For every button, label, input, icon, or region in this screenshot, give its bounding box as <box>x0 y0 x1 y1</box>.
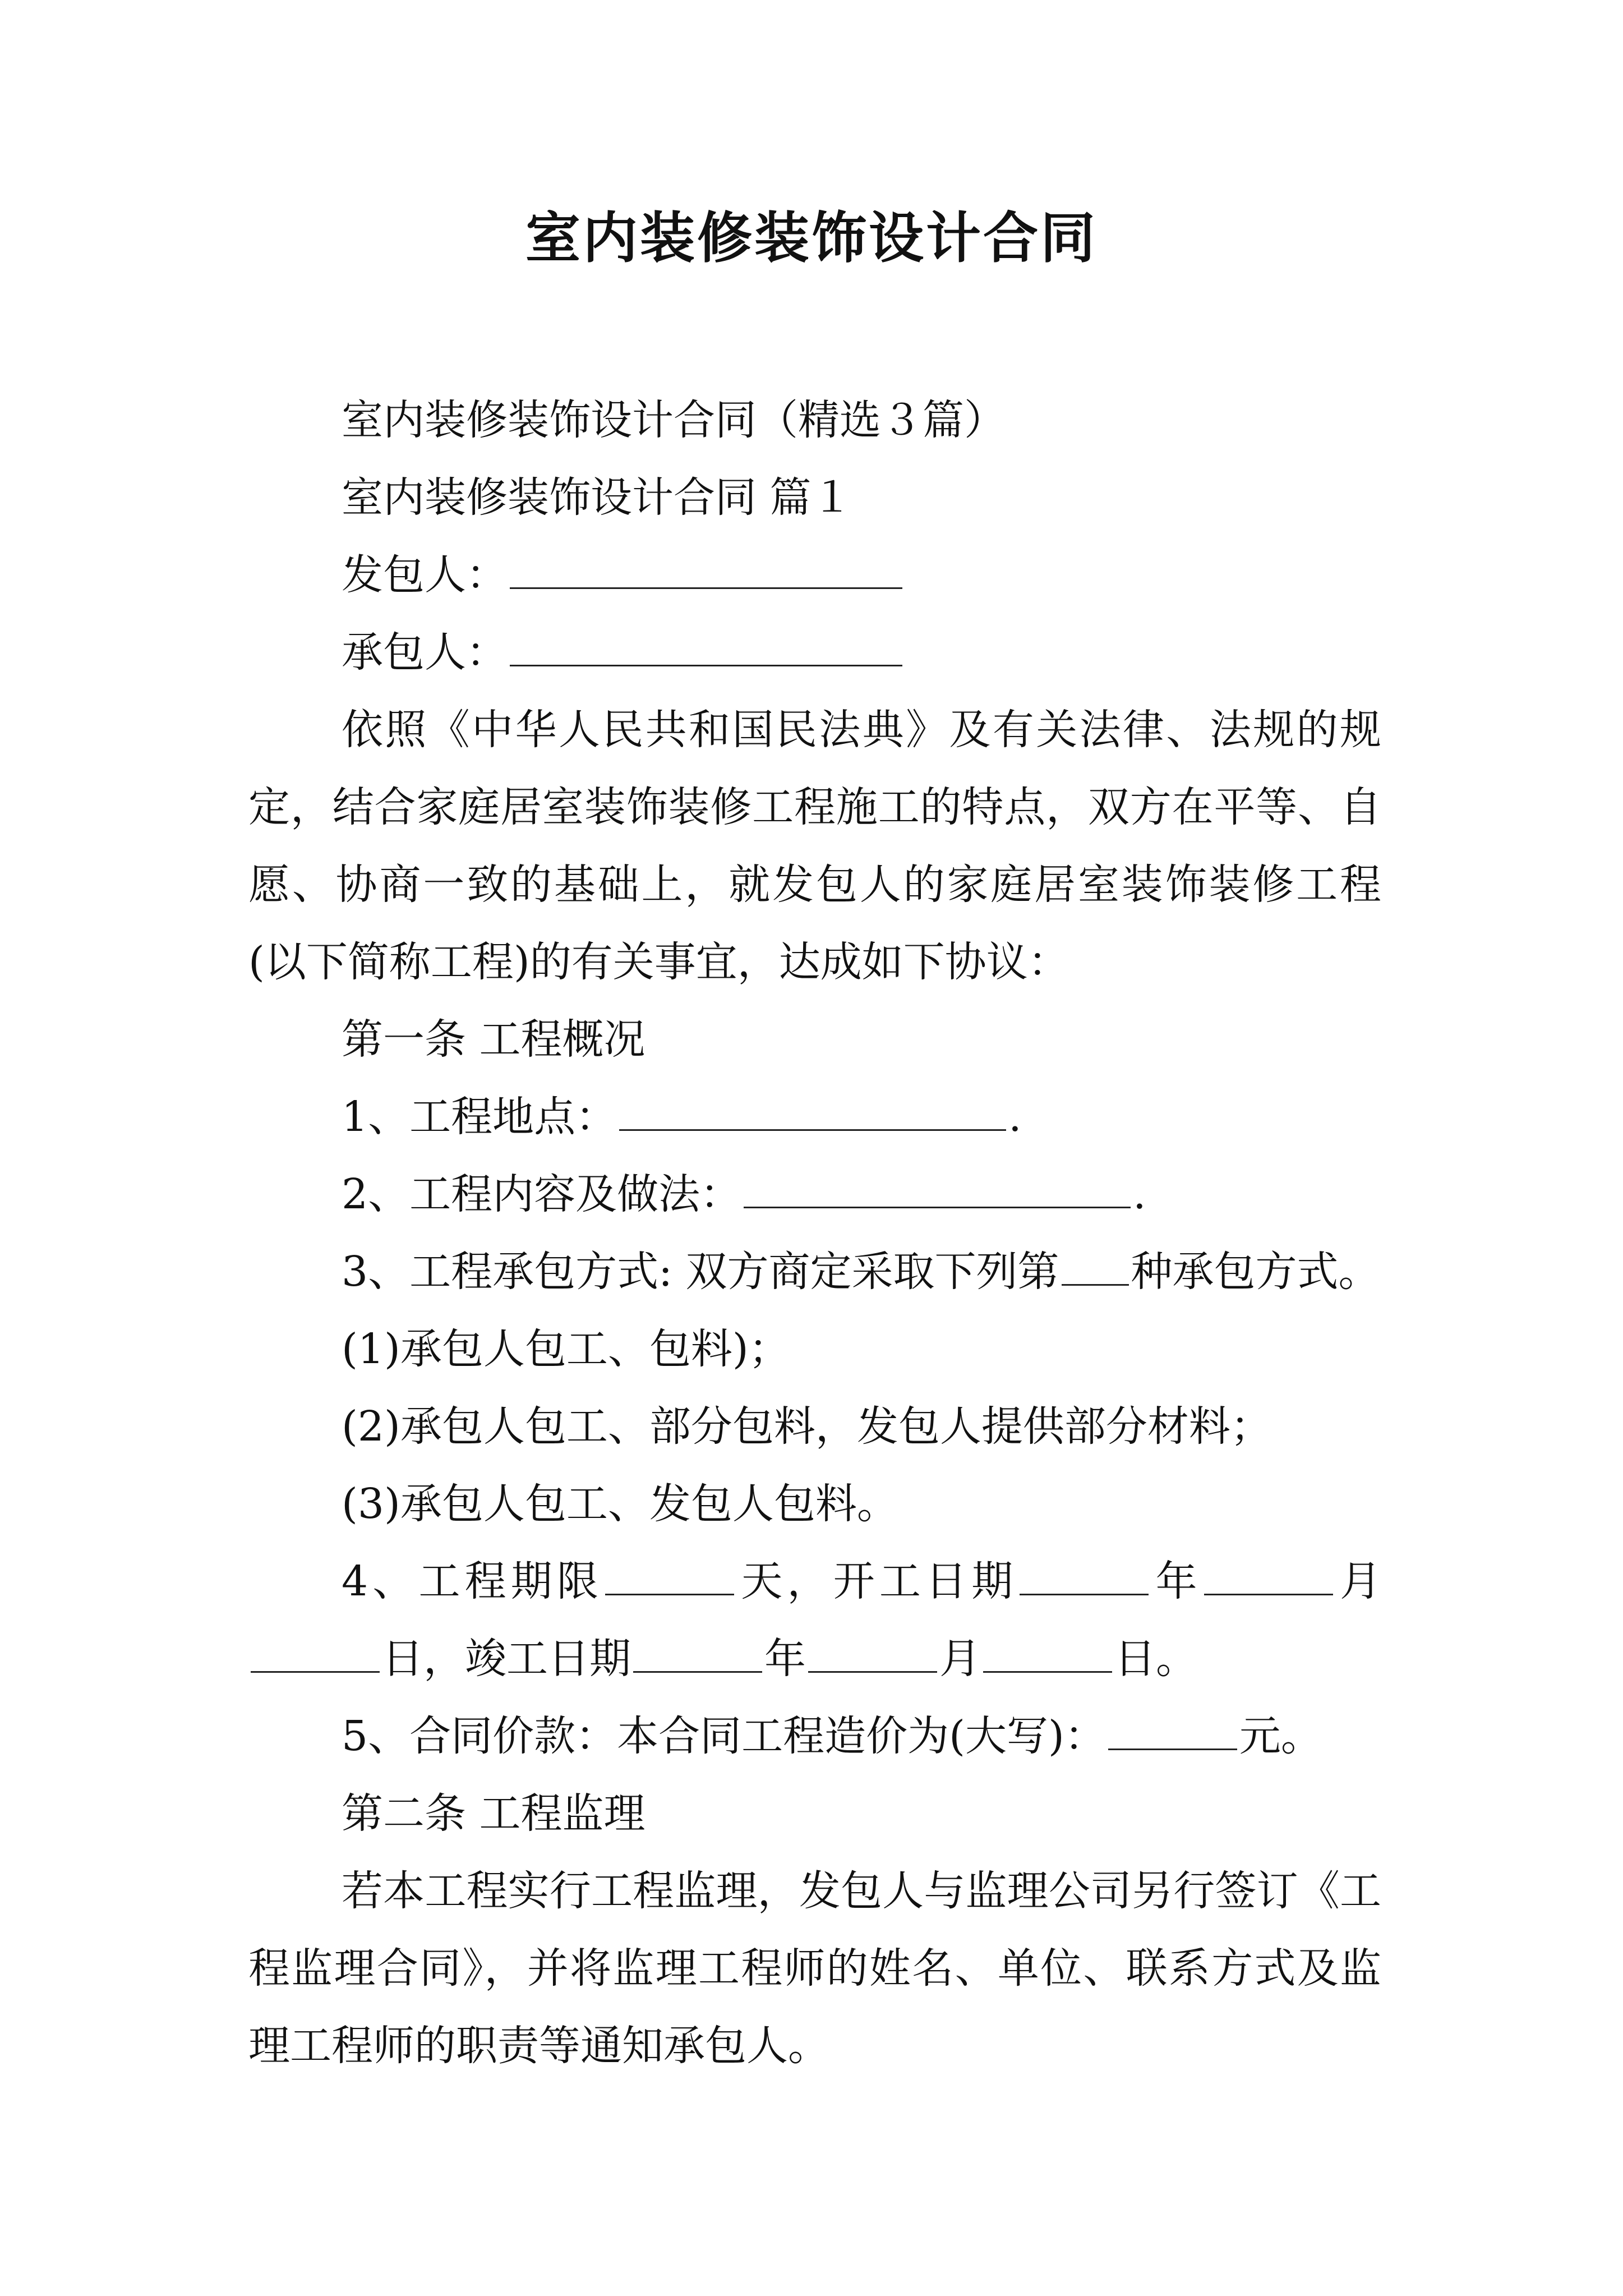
item1-line <box>248 1078 1381 1156</box>
item2-label: 2、工程内容及做法： <box>342 1170 742 1218</box>
subtitle: 室内装修装饰设计合同（精选３篇） <box>342 396 1006 444</box>
section-heading: 室内装修装饰设计合同 篇１ <box>342 473 853 522</box>
start-month-blank[interactable] <box>1204 1560 1333 1595</box>
party-a-blank[interactable] <box>510 554 902 589</box>
item4-prefix: 4、工程期限 <box>342 1557 603 1605</box>
item4-end-label: 日，竣工日期 <box>382 1635 631 1683</box>
item4-month1: 月 <box>1335 1557 1382 1605</box>
party-a-line <box>248 536 1381 614</box>
party-b-label: 承包人： <box>342 628 508 677</box>
item1-label: 1、工程地点： <box>342 1093 617 1141</box>
item1-end: . <box>1008 1093 1022 1141</box>
item4-year2: 年 <box>764 1635 806 1683</box>
project-content-blank[interactable] <box>744 1173 1131 1208</box>
item2-end: . <box>1133 1170 1146 1218</box>
end-month-blank[interactable] <box>808 1637 937 1673</box>
item4-day3: 日。 <box>1114 1635 1197 1683</box>
article1-heading: 第一条 工程概况 <box>342 1015 645 1064</box>
item5-prefix: 5、合同价款：本合同工程造价为(大写)： <box>342 1712 1106 1760</box>
end-day-blank[interactable] <box>983 1637 1112 1673</box>
project-location-blank[interactable] <box>619 1096 1006 1131</box>
document-body <box>248 381 1381 2085</box>
item5-suffix: 元。 <box>1239 1712 1322 1760</box>
document-title: 室内装修装饰设计合同 <box>525 206 1098 270</box>
article2-heading: 第二条 工程监理 <box>342 1789 645 1838</box>
contract-price-blank[interactable] <box>1108 1715 1237 1750</box>
option-3: (3)承包人包工、发包人包料。 <box>342 1480 898 1528</box>
duration-days-blank[interactable] <box>605 1560 734 1595</box>
party-b-blank[interactable] <box>510 631 902 666</box>
option-2: (2)承包人包工、部分包料，发包人提供部分材料； <box>342 1402 1272 1451</box>
item5-line <box>248 1697 1381 1775</box>
party-a-label: 发包人： <box>342 551 508 599</box>
item4-year1: 年 <box>1151 1557 1202 1605</box>
item3-prefix: 3、工程承包方式: 双方商定采取下列第 <box>342 1248 1059 1296</box>
item3-line <box>248 1233 1381 1310</box>
article2-body: 若本工程实行工程监理，发包人与监理公司另行签订《工程监理合同》，并将监理工程师的姓名、单位、联系方式及监理工程师的职责等通知承包人。 <box>248 1867 1381 2070</box>
start-day-blank[interactable] <box>251 1637 380 1673</box>
item4-paragraph <box>248 1543 1381 1697</box>
preamble-paragraph: 依照《中华人民共和国民法典》及有关法律、法规的规定，结合家庭居室装饰装修工程施工的特点，双方在平等、自愿、协商一致的基础上，就发包人的家庭居室装饰装修工程(以下简称工程)的有关事宜，达成如下协议： <box>248 706 1381 986</box>
item3-suffix: 种承包方式。 <box>1131 1248 1380 1296</box>
option-1: (1)承包人包工、包料)； <box>342 1325 790 1373</box>
start-year-blank[interactable] <box>1020 1560 1149 1595</box>
item4-start-label: 天，开工日期 <box>736 1557 1018 1605</box>
end-year-blank[interactable] <box>633 1637 762 1673</box>
item4-month2: 月 <box>939 1635 981 1683</box>
item2-line <box>248 1156 1381 1233</box>
party-b-line <box>248 614 1381 691</box>
contract-mode-blank[interactable] <box>1062 1250 1129 1286</box>
